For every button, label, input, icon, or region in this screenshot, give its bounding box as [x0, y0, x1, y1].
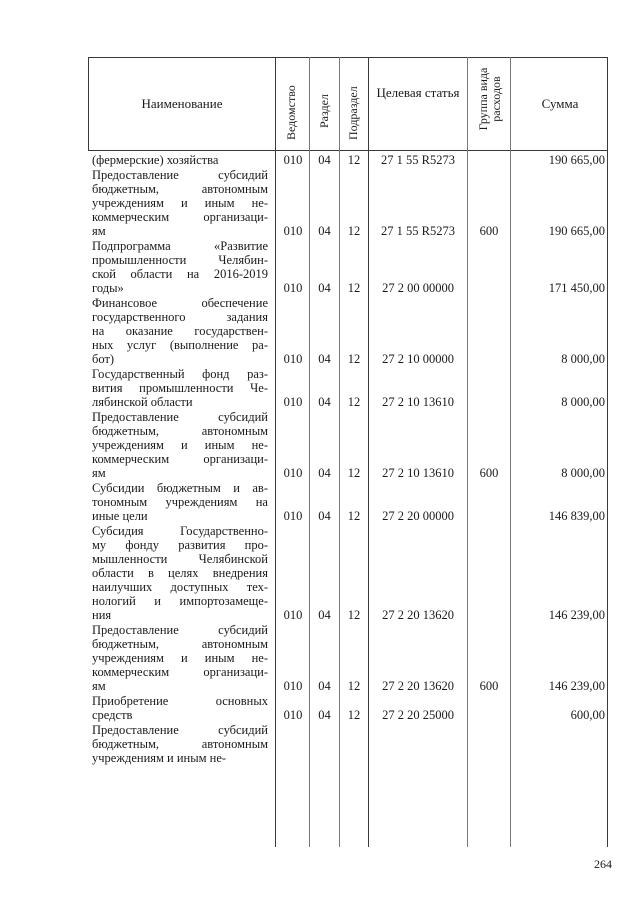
row-name-line: коммерческим организаци- [92, 665, 268, 679]
col-border-right [607, 57, 608, 847]
row-podrazdel: 12 [347, 466, 361, 480]
row-name-line: нологий и импортозамеще- [92, 594, 268, 608]
row-name-line: ям [92, 466, 106, 480]
row-name-line: Предоставление субсидий [92, 168, 268, 182]
row-summa: 600,00 [570, 708, 605, 722]
row-name-line: наилучших доступных тех- [92, 580, 268, 594]
row-name-line: ской области на 2016-2019 [92, 267, 268, 281]
row-vedomstvo: 010 [283, 395, 303, 409]
row-name-line: Подпрограмма «Развитие [92, 239, 268, 253]
row-celevaya: 27 2 20 00000 [382, 509, 454, 523]
row-summa: 8 000,00 [561, 395, 605, 409]
row-vedomstvo: 010 [283, 153, 303, 167]
row-name-line: ния [92, 608, 112, 622]
header-vedomstvo: Ведомство [284, 85, 298, 140]
row-summa: 190 665,00 [548, 153, 605, 167]
row-name-line: бюджетным, автономным [92, 737, 268, 751]
row-razdel: 04 [318, 224, 331, 238]
row-celevaya: 27 1 55 R5273 [381, 224, 455, 238]
row-name-line: учреждениям и иным не- [92, 751, 227, 765]
row-celevaya: 27 2 10 00000 [382, 352, 454, 366]
row-summa: 146 239,00 [548, 608, 605, 622]
row-podrazdel: 12 [347, 281, 361, 295]
row-razdel: 04 [318, 352, 331, 366]
row-name-line: бюджетным, автономным [92, 637, 268, 651]
row-podrazdel: 12 [347, 679, 361, 693]
row-podrazdel: 12 [347, 708, 361, 722]
row-podrazdel: 12 [347, 224, 361, 238]
row-gruppa: 600 [479, 224, 499, 238]
row-name-line: му фонду развития про- [92, 538, 268, 552]
row-name-line: бот) [92, 352, 115, 366]
row-gruppa: 600 [479, 679, 499, 693]
row-celevaya: 27 2 20 13620 [382, 679, 454, 693]
row-summa: 146 239,00 [548, 679, 605, 693]
row-name-line: (фермерские) хозяйства [92, 153, 219, 167]
row-name-line: ям [92, 224, 106, 238]
row-name-line: Финансовое обеспечение [92, 296, 268, 310]
row-celevaya: 27 2 20 25000 [382, 708, 454, 722]
row-podrazdel: 12 [347, 395, 361, 409]
row-name-line: области в целях внедрения [92, 566, 268, 580]
row-vedomstvo: 010 [283, 224, 303, 238]
row-name-line: мышленности Челябинской [92, 552, 268, 566]
row-gruppa: 600 [479, 466, 499, 480]
row-name-line: бюджетным, автономным [92, 424, 268, 438]
row-vedomstvo: 010 [283, 466, 303, 480]
row-name-line: промышленности Челябин- [92, 253, 268, 267]
col-border-gruppa [510, 57, 511, 847]
row-podrazdel: 12 [347, 509, 361, 523]
row-summa: 190 665,00 [548, 224, 605, 238]
header-gruppa: Группа вида расходов [476, 67, 503, 131]
row-celevaya: 27 2 10 13610 [382, 466, 454, 480]
col-border-ved [309, 57, 310, 847]
row-name-line: Предоставление субсидий [92, 723, 268, 737]
header-summa: Сумма [541, 96, 579, 111]
header-bottom-border [88, 150, 608, 151]
header-razdel: Раздел [317, 94, 331, 128]
row-name-line: Государственный фонд раз- [92, 367, 268, 381]
row-name-line: средств [92, 708, 133, 722]
row-name-line: тономным учреждениям на [92, 495, 268, 509]
col-border-podrazdel [368, 57, 369, 847]
row-name-line: Предоставление субсидий [92, 410, 268, 424]
header-podrazdel: Подраздел [346, 86, 360, 140]
row-razdel: 04 [318, 153, 331, 167]
row-name-line: ных услуг (выполнение ра- [92, 338, 268, 352]
row-celevaya: 27 2 10 13610 [382, 395, 454, 409]
row-vedomstvo: 010 [283, 281, 303, 295]
row-name-line: учреждениям и иным не- [92, 438, 268, 452]
row-name-line: коммерческим организаци- [92, 452, 268, 466]
row-razdel: 04 [318, 509, 331, 523]
row-razdel: 04 [318, 281, 331, 295]
row-razdel: 04 [318, 679, 331, 693]
row-name-line: учреждениям и иным не- [92, 196, 268, 210]
row-summa: 171 450,00 [548, 281, 605, 295]
row-name-line: иные цели [92, 509, 148, 523]
table-top-border [88, 57, 608, 58]
row-name-line: бюджетным, автономным [92, 182, 268, 196]
row-name-line: Субсидии бюджетным и ав- [92, 481, 268, 495]
row-summa: 146 839,00 [548, 509, 605, 523]
row-vedomstvo: 010 [283, 352, 303, 366]
row-summa: 8 000,00 [561, 352, 605, 366]
row-name-line: годы» [92, 281, 124, 295]
row-razdel: 04 [318, 608, 331, 622]
header-celevaya: Целевая статья [376, 85, 460, 100]
col-border-name [275, 57, 276, 847]
row-vedomstvo: 010 [283, 509, 303, 523]
row-name-line: лябинской области [92, 395, 193, 409]
row-vedomstvo: 010 [283, 708, 303, 722]
col-border-celevaya [467, 57, 468, 847]
row-vedomstvo: 010 [283, 679, 303, 693]
row-razdel: 04 [318, 708, 331, 722]
col-border-razdel [339, 57, 340, 847]
row-vedomstvo: 010 [283, 608, 303, 622]
row-name-line: государственного задания [92, 310, 268, 324]
header-name: Наименование [141, 96, 223, 111]
row-podrazdel: 12 [347, 153, 361, 167]
row-celevaya: 27 2 20 13620 [382, 608, 454, 622]
row-name-line: Предоставление субсидий [92, 623, 268, 637]
row-podrazdel: 12 [347, 608, 361, 622]
row-razdel: 04 [318, 466, 331, 480]
row-name-line: ям [92, 679, 106, 693]
row-summa: 8 000,00 [561, 466, 605, 480]
row-name-line: вития промышленности Че- [92, 381, 268, 395]
col-border-left [88, 57, 89, 151]
row-celevaya: 27 2 00 00000 [382, 281, 454, 295]
page-number: 264 [594, 857, 612, 871]
row-name-line: Субсидия Государственно- [92, 524, 268, 538]
row-podrazdel: 12 [347, 352, 361, 366]
row-name-line: на оказание государствен- [92, 324, 268, 338]
row-razdel: 04 [318, 395, 331, 409]
row-celevaya: 27 1 55 R5273 [381, 153, 455, 167]
row-name-line: Приобретение основных [92, 694, 268, 708]
row-name-line: коммерческим организаци- [92, 210, 268, 224]
row-name-line: учреждениям и иным не- [92, 651, 268, 665]
